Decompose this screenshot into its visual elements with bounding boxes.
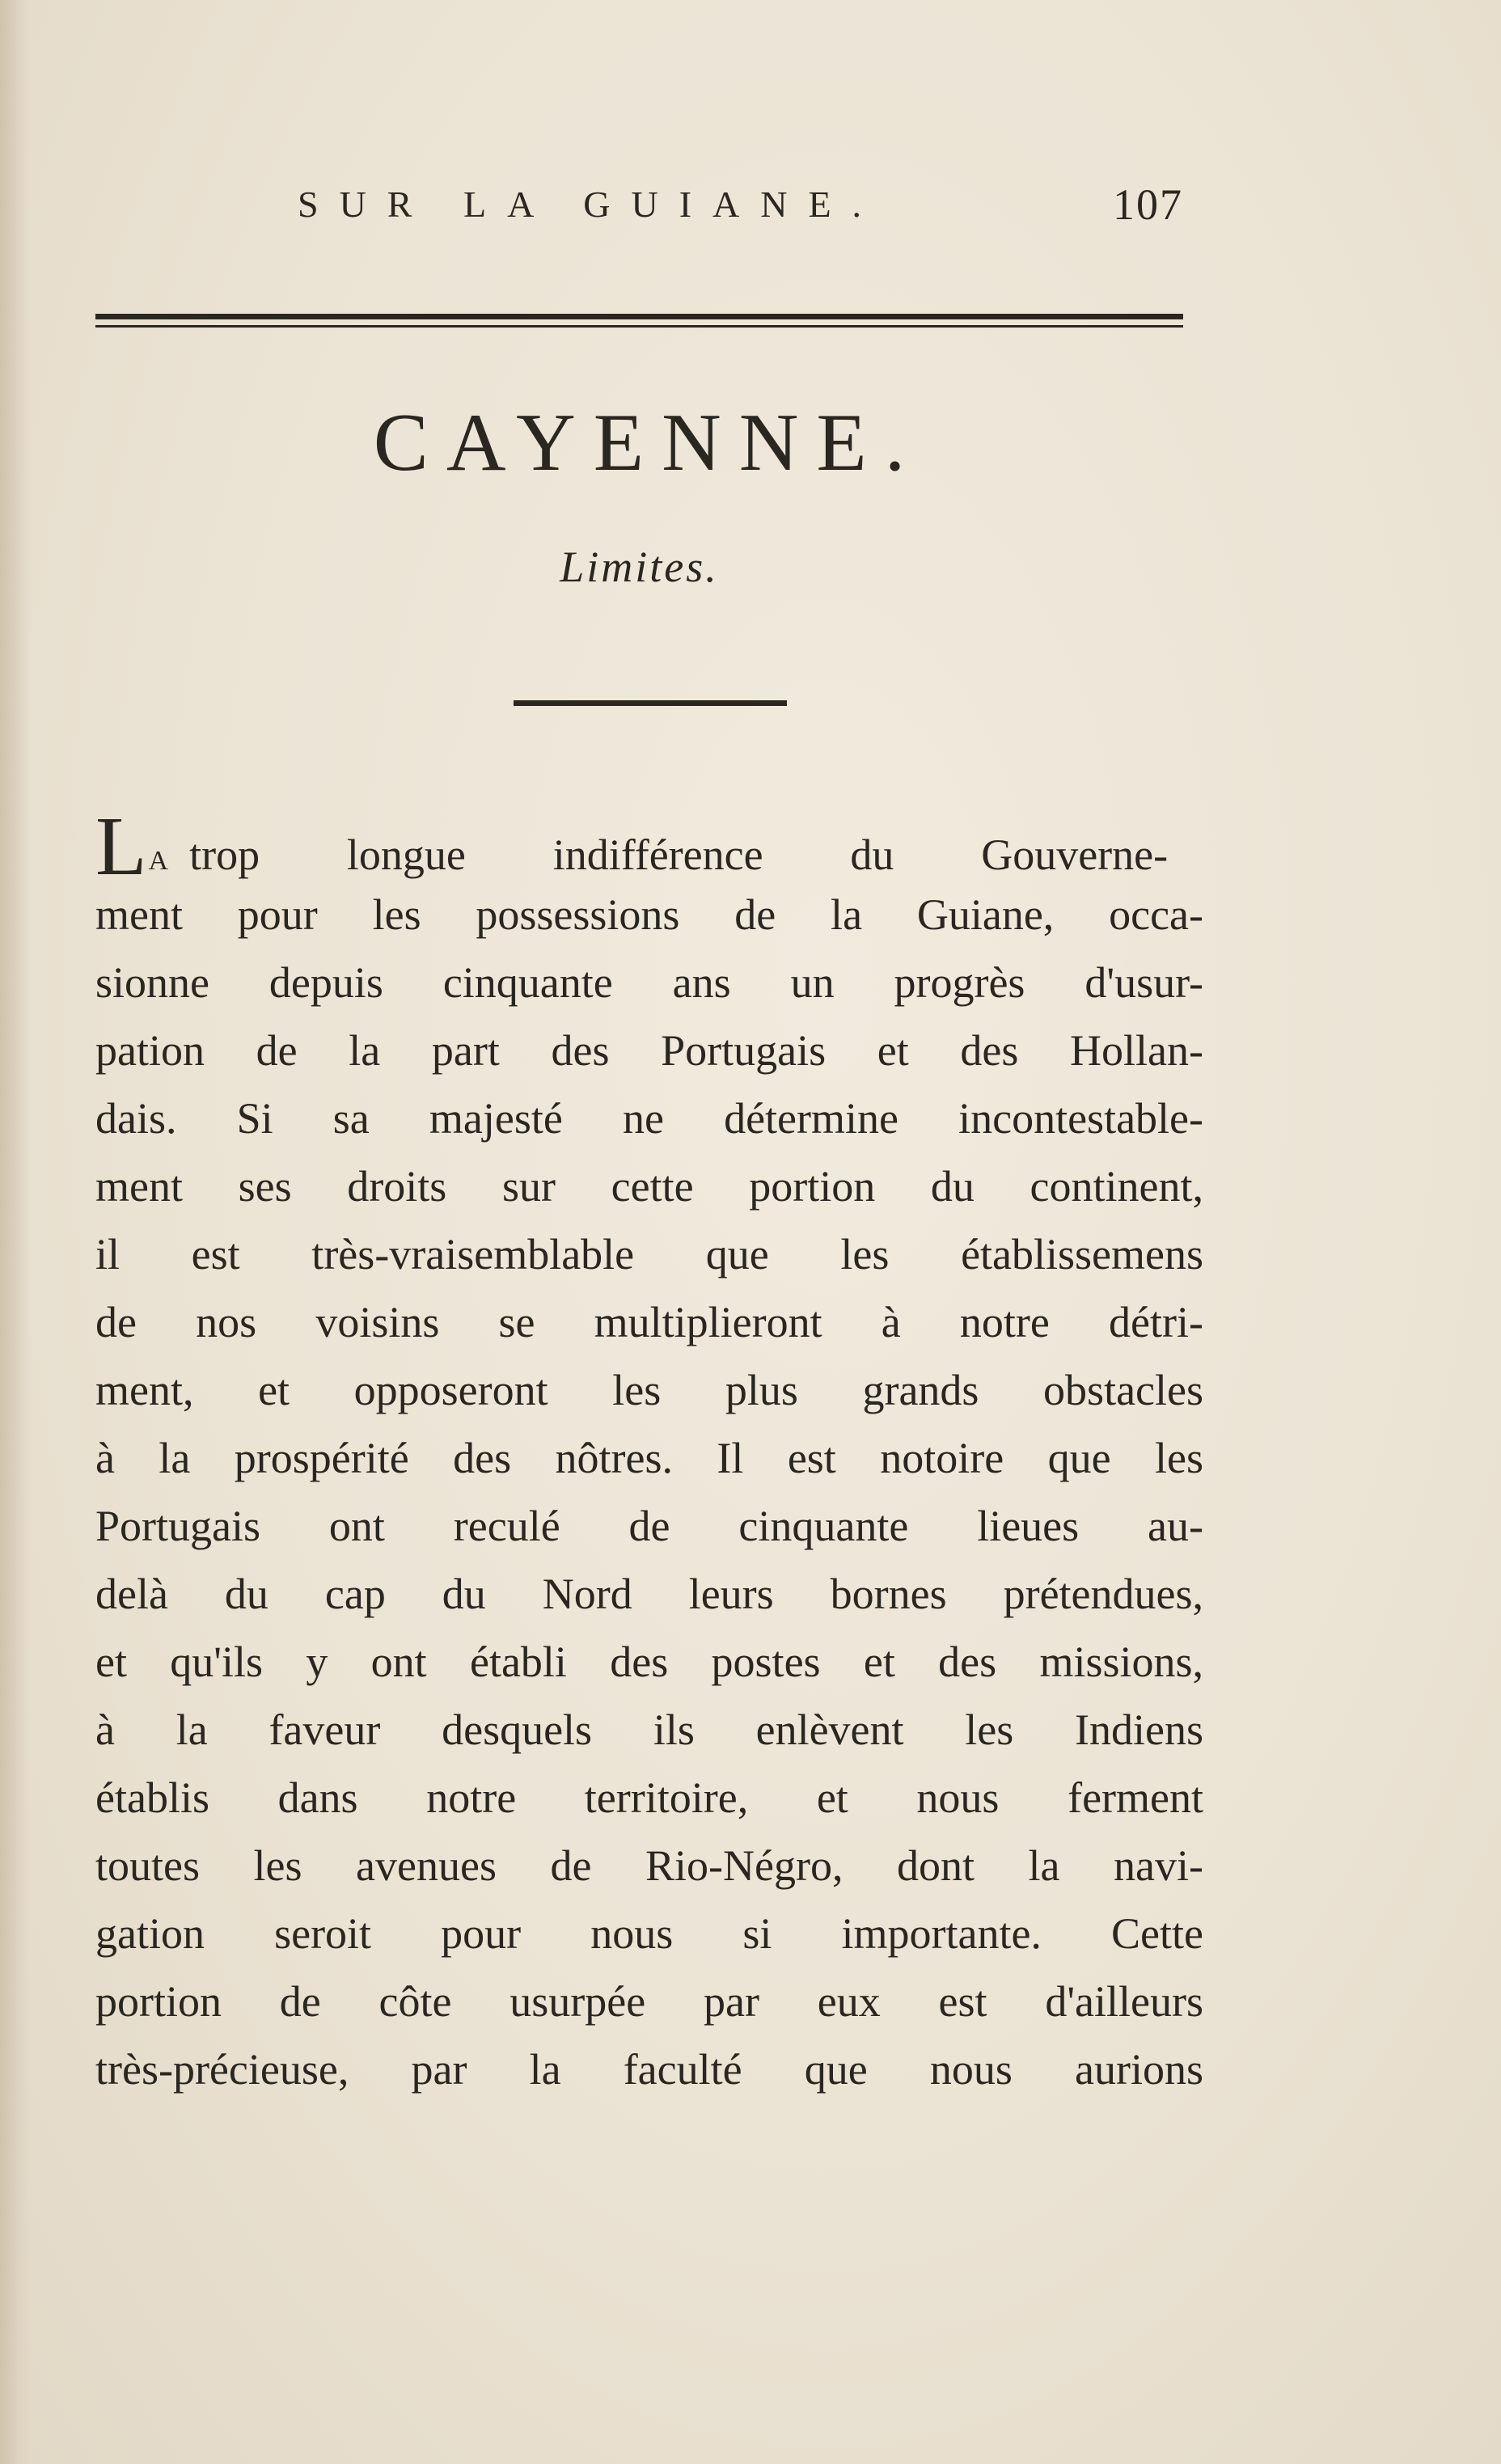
header-rule-thick bbox=[95, 314, 1183, 319]
text-line: Portugais ont reculé de cinquante lieues au- bbox=[95, 1502, 1203, 1550]
text-line: et qu'ils y ont établi des postes et des missions, bbox=[95, 1638, 1203, 1686]
text-line: de nos voisins se multiplieront à notre détri- bbox=[95, 1298, 1203, 1346]
text-line: delà du cap du Nord leurs bornes prétendues, bbox=[95, 1570, 1203, 1618]
section-divider-rule bbox=[514, 700, 787, 706]
drop-cap: L bbox=[95, 800, 147, 893]
page-gutter bbox=[0, 0, 31, 2464]
text-line: ment ses droits sur cette portion du continent, bbox=[95, 1162, 1203, 1211]
running-head bbox=[95, 176, 1183, 233]
header-rule-thin bbox=[95, 325, 1183, 328]
text-line: gation seroit pour nous si importante. Cette bbox=[95, 1909, 1203, 1958]
drop-cap-smallcap: A bbox=[148, 846, 172, 876]
text-line: établis dans notre territoire, et nous ferment bbox=[95, 1773, 1203, 1822]
text-line-content: trop longue indifférence du Gouverne- bbox=[189, 830, 1169, 879]
text-line: ment, et opposeront les plus grands obstacles bbox=[95, 1366, 1203, 1414]
chapter-title: CAYENNE. bbox=[373, 397, 924, 488]
text-line bbox=[95, 800, 1203, 893]
text-line: il est très-vraisemblable que les établissemens bbox=[95, 1230, 1203, 1278]
section-title: Limites. bbox=[560, 543, 719, 591]
text-line: toutes les avenues de Rio-Négro, dont la navi- bbox=[95, 1841, 1203, 1890]
text-line: pation de la part des Portugais et des Hollan- bbox=[95, 1026, 1203, 1075]
body-text bbox=[95, 800, 1203, 2103]
text-line: dais. Si sa majesté ne détermine incontestable- bbox=[95, 1094, 1203, 1143]
header-double-rule bbox=[95, 314, 1183, 330]
text-line: très-précieuse, par la faculté que nous aurions bbox=[95, 2045, 1203, 2094]
text-line: à la faveur desquels ils enlèvent les Indiens bbox=[95, 1705, 1203, 1754]
text-line: portion de côte usurpée par eux est d'ailleurs bbox=[95, 1977, 1203, 2026]
text-line: ment pour les possessions de la Guiane, occa- bbox=[95, 890, 1203, 939]
page-number: 107 bbox=[1113, 180, 1183, 229]
text-line: à la prospérité des nôtres. Il est notoire que les bbox=[95, 1434, 1203, 1482]
text-line: sionne depuis cinquante ans un progrès d'usur- bbox=[95, 958, 1203, 1007]
running-title: SUR LA GUIANE. bbox=[298, 184, 883, 225]
